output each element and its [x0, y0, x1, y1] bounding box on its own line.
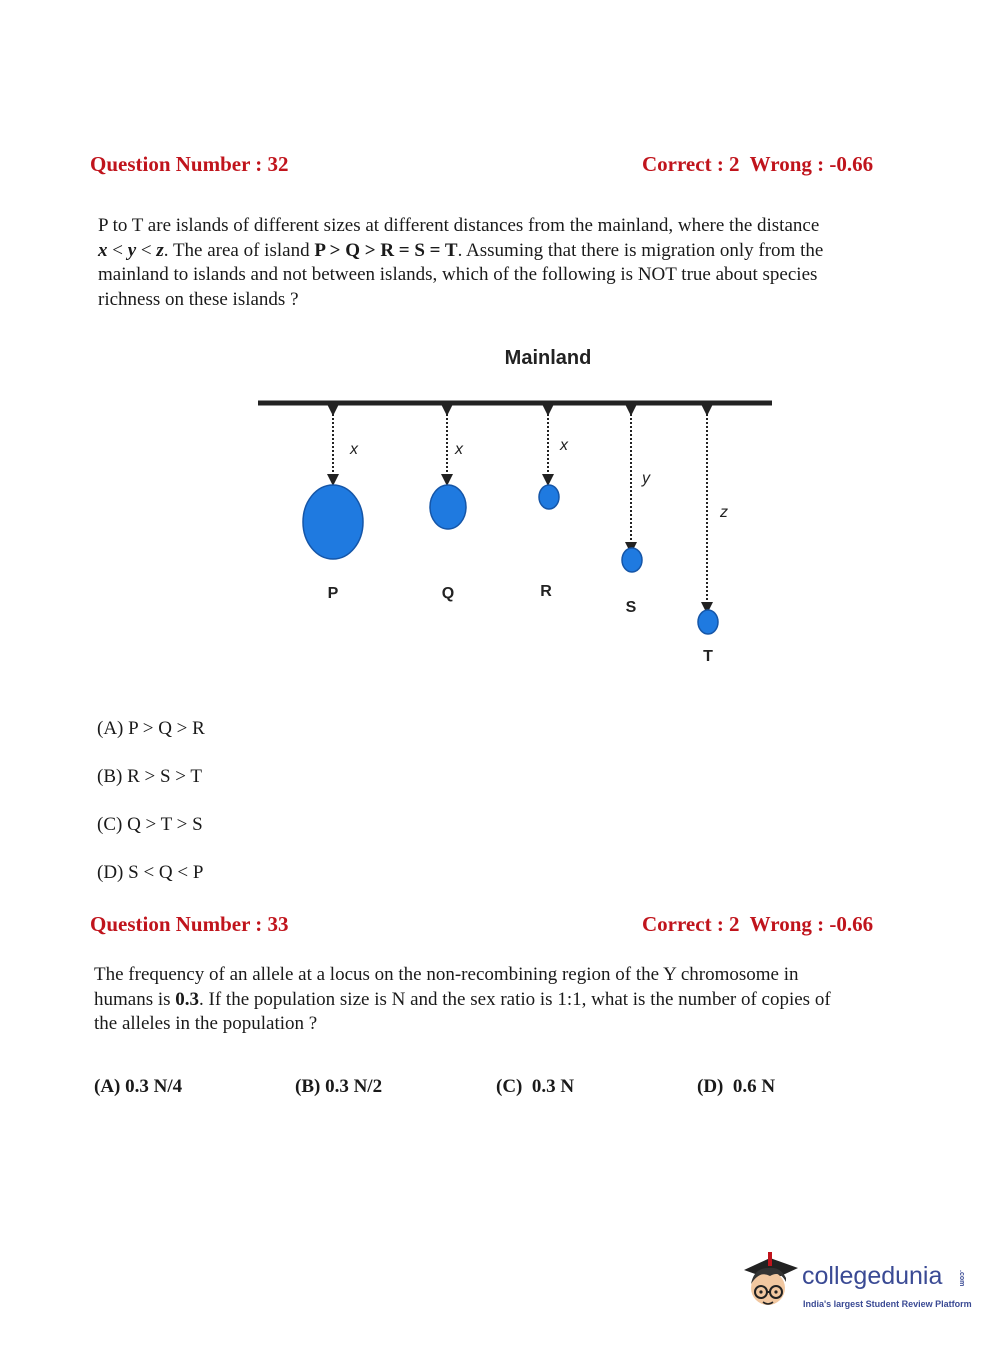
distance-label-p: x	[350, 441, 358, 458]
island-p	[303, 485, 363, 559]
logo-wordmark: collegedunia	[802, 1262, 943, 1290]
q33-option-d: (D) 0.6 N	[697, 1076, 776, 1097]
island-label-r: R	[540, 583, 552, 600]
distance-label-s: y	[642, 470, 650, 487]
island-label-s: S	[625, 599, 637, 616]
q33-line-3: the alleles in the population ?	[94, 1013, 318, 1034]
island-label-p: P	[327, 585, 339, 602]
q32-option-b: (B) R > S > T	[97, 766, 203, 787]
q32-option-d: (D) S < Q < P	[97, 862, 204, 883]
dist-z: z	[156, 239, 164, 261]
q33-option-c: (C) 0.3 N	[496, 1076, 575, 1097]
area-order: P > Q > R = S = T	[314, 239, 458, 261]
mascot-icon	[740, 1248, 802, 1316]
island-label-t: T	[703, 648, 713, 665]
q33-line-1: The frequency of an allele at a locus on the non-recombining region of the Y chromosome in	[94, 964, 799, 985]
collegedunia-logo	[740, 1248, 980, 1318]
q32-option-c: (C) Q > T > S	[97, 814, 203, 835]
q32-line-1: P to T are islands of different sizes at different distances from the mainland, where the distance	[98, 215, 820, 236]
q32-marks: Correct : 2 Wrong : -0.66	[642, 152, 874, 176]
dist-x: x	[98, 239, 108, 261]
logo-tagline: India's largest Student Review Platform	[803, 1299, 972, 1309]
q33-header: Question Number : 33	[90, 912, 289, 936]
island-t	[698, 610, 718, 634]
q32-question-text	[98, 214, 928, 312]
q33-option-b: (B) 0.3 N/2	[295, 1076, 383, 1097]
island-r	[539, 485, 559, 509]
distance-label-r: x	[560, 437, 568, 454]
q32-line-4: richness on these islands ?	[98, 288, 299, 310]
distance-label-t: z	[720, 504, 728, 521]
q33-option-a: (A) 0.3 N/4	[94, 1076, 183, 1097]
mainland-label: Mainland	[504, 347, 592, 369]
q32-line-3: mainland to islands and not between islands, which of the following is NOT true about species	[98, 264, 818, 285]
island-q	[430, 485, 466, 529]
distance-label-q: x	[455, 441, 463, 458]
q32-header: Question Number : 32	[90, 152, 289, 176]
island-figure	[0, 330, 1001, 680]
q33-question-text	[94, 963, 934, 1037]
logo-suffix: .com	[958, 1270, 965, 1287]
island-label-q: Q	[441, 585, 455, 602]
allele-frequency: 0.3	[175, 988, 200, 1010]
q33-line-2: humans is 0.3. If the population size is N and the sex ratio is 1:1, what is the number of copies of	[94, 988, 831, 1010]
dist-y: y	[127, 239, 137, 261]
q32-line-2: x < y < z. The area of island P > Q > R = S = T. Assuming that there is migration only from the	[98, 239, 824, 261]
q33-marks: Correct : 2 Wrong : -0.66	[642, 912, 874, 936]
island-s	[622, 548, 642, 572]
q32-option-a: (A) P > Q > R	[97, 718, 205, 739]
